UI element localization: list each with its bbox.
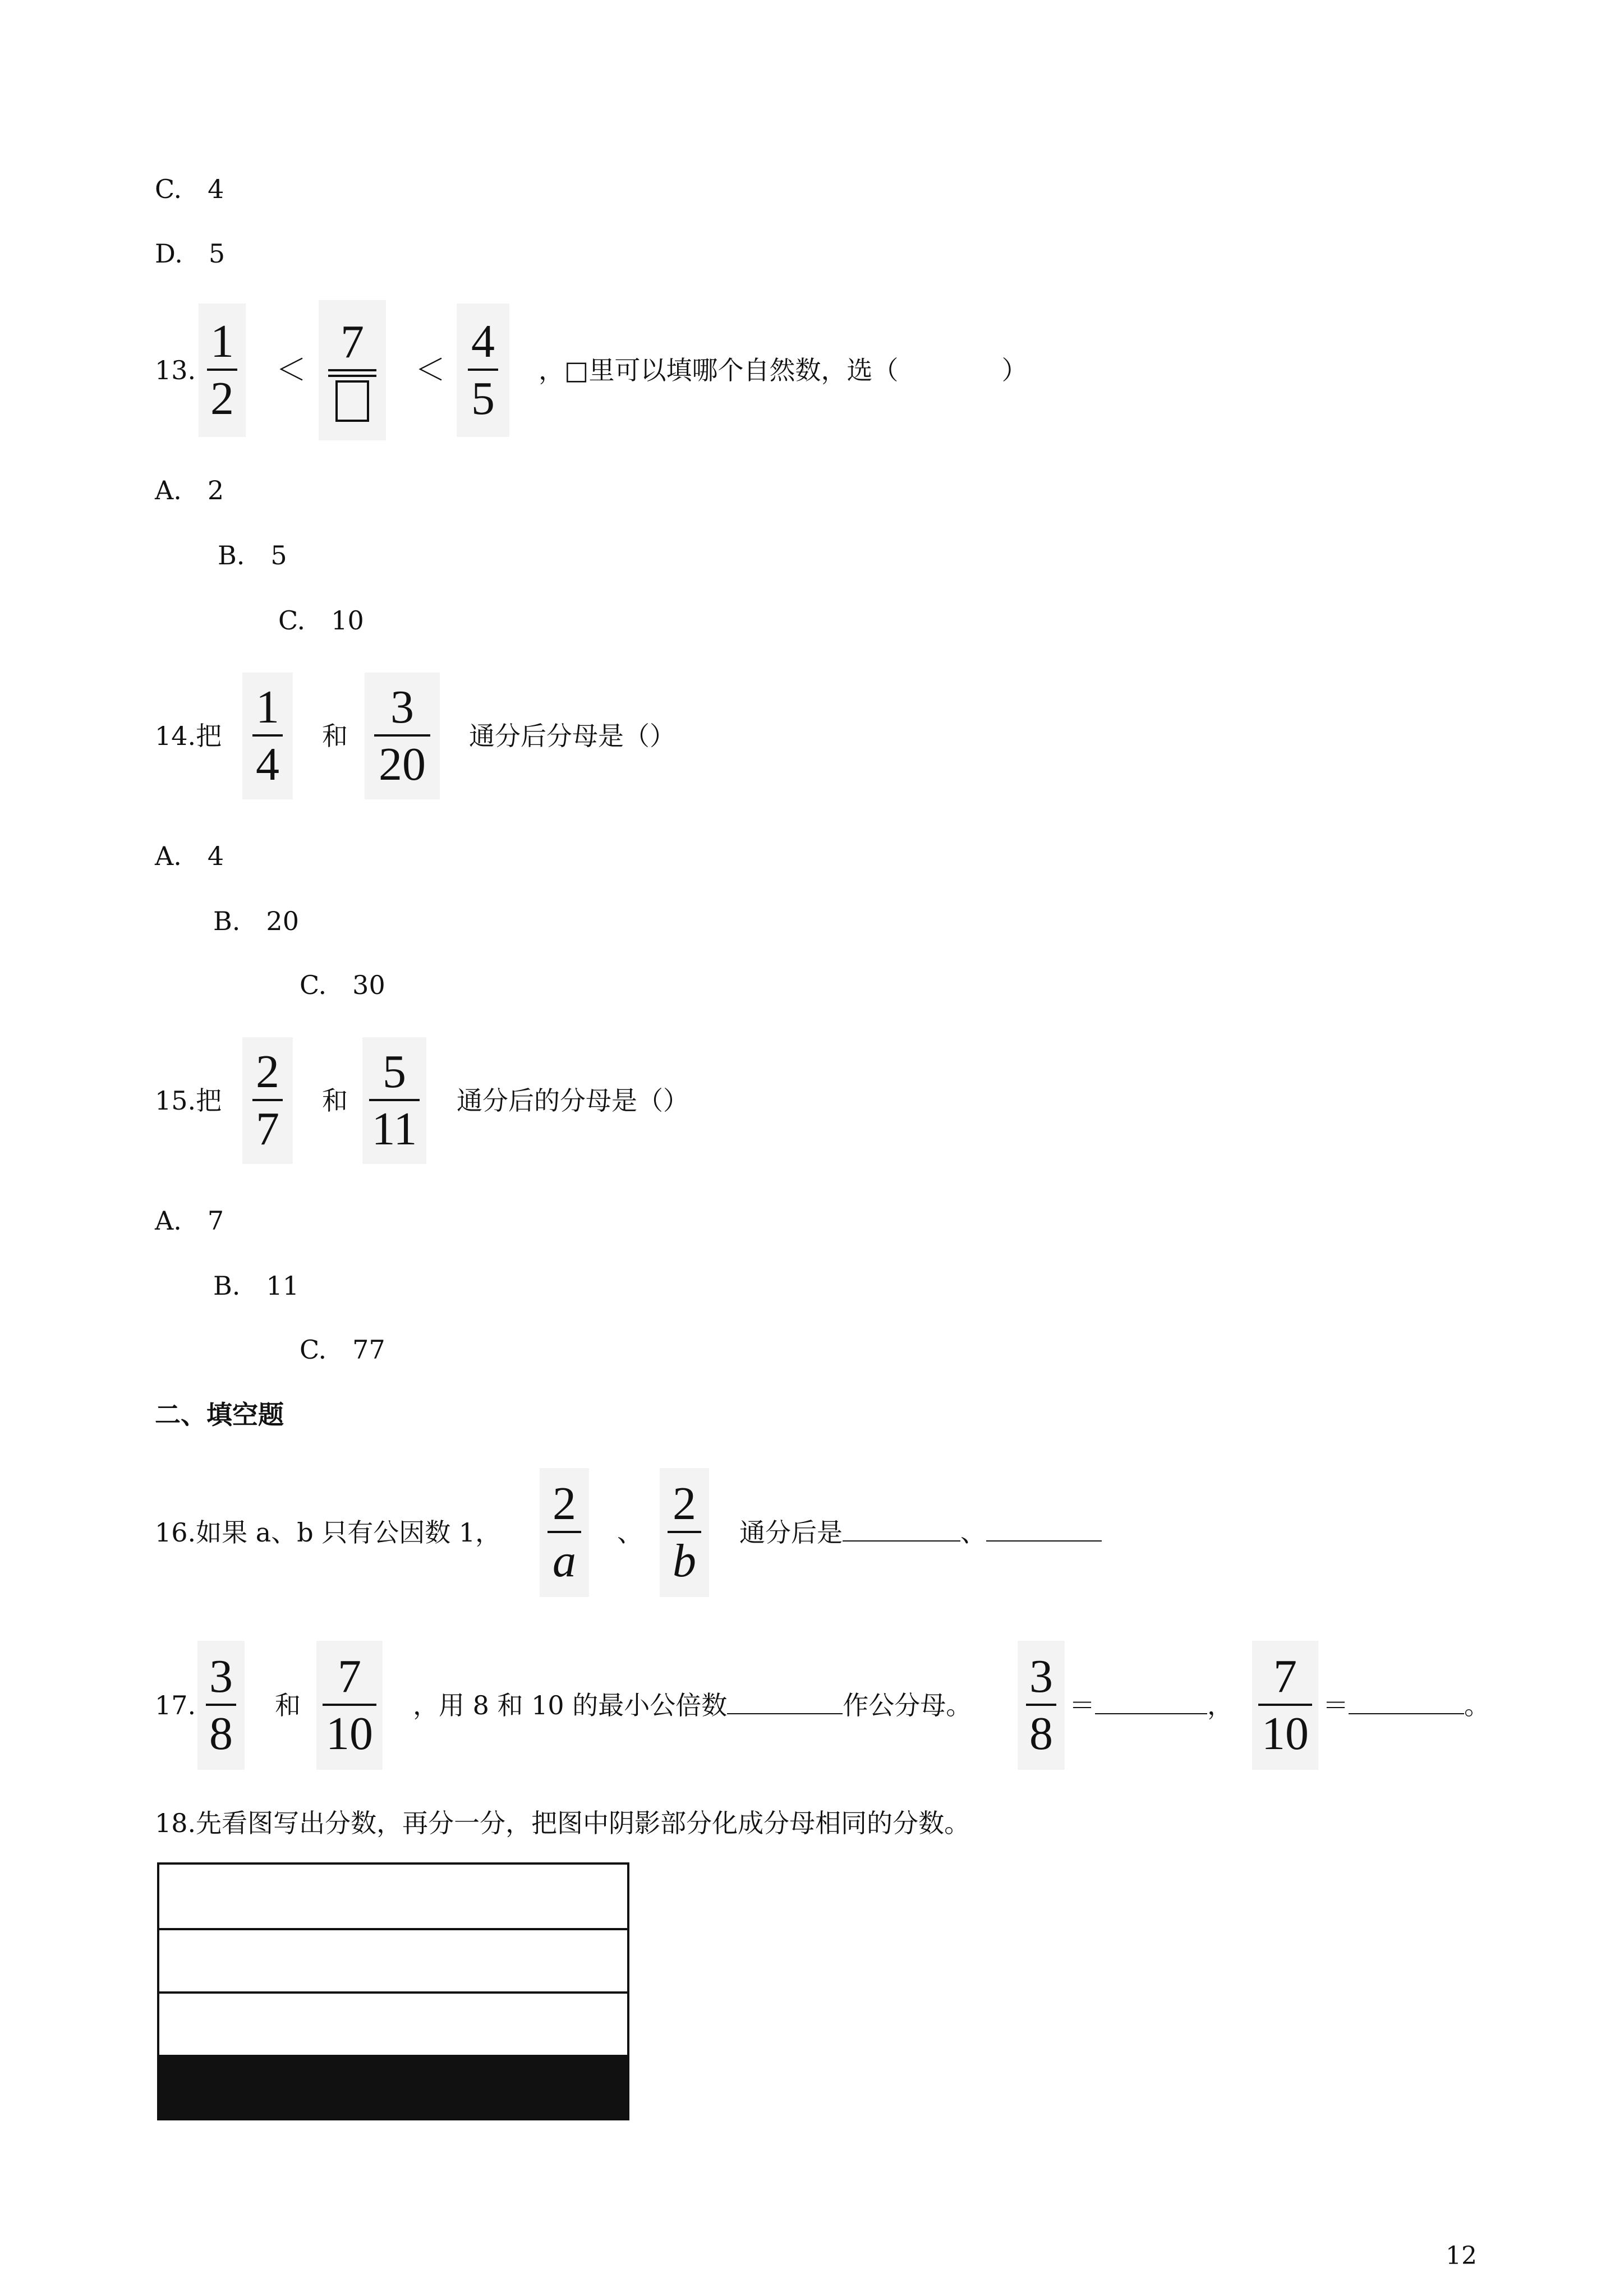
denominator: 7 bbox=[256, 1103, 279, 1155]
fraction bbox=[242, 673, 293, 799]
fraction-bar-second bbox=[328, 375, 376, 377]
denominator: 10 bbox=[326, 1708, 373, 1760]
fraction bbox=[1252, 1641, 1318, 1770]
numerator: 2 bbox=[673, 1478, 696, 1530]
answer-blank[interactable] bbox=[843, 1520, 960, 1542]
fraction bbox=[660, 1468, 709, 1597]
numerator: 7 bbox=[338, 1650, 361, 1703]
question-text-part: 作公分母。 bbox=[843, 1690, 972, 1720]
denominator: b bbox=[673, 1535, 696, 1587]
denominator: 4 bbox=[256, 738, 279, 790]
option-c: C. 77 bbox=[300, 1335, 385, 1365]
fraction bbox=[457, 303, 509, 437]
fraction bbox=[242, 1037, 293, 1164]
strip-part bbox=[159, 1991, 627, 2055]
fraction bbox=[365, 673, 440, 799]
question-text: 18.先看图写出分数，再分一分，把图中阴影部分化成分母相同的分数。 bbox=[155, 1808, 970, 1838]
equals-expression bbox=[1323, 1692, 1490, 1718]
numerator: 3 bbox=[390, 681, 414, 733]
separator: 、 bbox=[960, 1517, 986, 1548]
answer-blank[interactable] bbox=[1095, 1693, 1207, 1714]
equals-expression bbox=[1069, 1692, 1233, 1718]
question-text: 通分后的分母是（） bbox=[457, 1085, 689, 1116]
option-b: B. 5 bbox=[218, 540, 287, 570]
denominator: 10 bbox=[1262, 1708, 1309, 1760]
fraction bbox=[316, 1641, 383, 1770]
question-text bbox=[739, 1517, 1102, 1548]
option-c: C. 10 bbox=[278, 605, 364, 636]
and-word: 和 bbox=[275, 1690, 301, 1720]
less-than-sign: ＜ bbox=[415, 352, 445, 388]
question-text-part: ，用 8 和 10 的最小公倍数 bbox=[413, 1690, 728, 1720]
denominator: 8 bbox=[209, 1708, 233, 1760]
option-b: B. 20 bbox=[213, 906, 299, 936]
separator: 、 bbox=[617, 1517, 643, 1548]
option-a: A. 7 bbox=[155, 1205, 224, 1236]
numerator: 1 bbox=[210, 315, 234, 367]
denominator: 8 bbox=[1029, 1708, 1053, 1760]
fraction bbox=[362, 1037, 426, 1164]
fraction bbox=[1018, 1641, 1065, 1770]
numerator: 5 bbox=[383, 1046, 406, 1098]
question-text: ，□里可以填哪个自然数，选（ ） bbox=[539, 355, 1028, 385]
fraction-bar bbox=[328, 369, 376, 371]
question-text: 16.如果 a、b 只有公因数 1， bbox=[155, 1517, 502, 1548]
question-number: 15.把 bbox=[155, 1085, 222, 1116]
question-text-part: 通分后是 bbox=[739, 1517, 843, 1548]
question-number: 13. bbox=[155, 355, 196, 385]
less-than-sign: ＜ bbox=[276, 352, 306, 388]
answer-blank[interactable] bbox=[1349, 1693, 1464, 1714]
denominator: 2 bbox=[210, 372, 234, 425]
answer-blank[interactable] bbox=[727, 1693, 843, 1714]
numerator: 7 bbox=[1273, 1650, 1297, 1703]
section-title: 二、填空题 bbox=[155, 1400, 284, 1430]
page-number: 12 bbox=[1446, 2242, 1477, 2270]
option-c: C. 4 bbox=[155, 174, 224, 204]
option-a: A. 4 bbox=[155, 841, 224, 871]
and-word: 和 bbox=[322, 1085, 348, 1116]
numerator: 1 bbox=[256, 681, 279, 733]
fraction bbox=[197, 1641, 245, 1770]
question-number: 14.把 bbox=[155, 721, 222, 751]
equals-sign: ＝ bbox=[1069, 1690, 1095, 1720]
option-c: C. 30 bbox=[300, 970, 385, 1000]
full-stop: 。 bbox=[1464, 1690, 1490, 1720]
strip-part bbox=[159, 1928, 627, 1991]
and-word: 和 bbox=[322, 721, 348, 751]
answer-blank[interactable] bbox=[986, 1520, 1102, 1542]
strip-part-shaded bbox=[159, 2055, 627, 2118]
question-text bbox=[413, 1692, 972, 1718]
numerator: 7 bbox=[341, 316, 364, 368]
denominator: 20 bbox=[379, 738, 426, 790]
option-d: D. 5 bbox=[155, 238, 226, 269]
numerator: 3 bbox=[209, 1650, 233, 1703]
empty-square-box bbox=[335, 380, 369, 422]
fraction bbox=[540, 1468, 589, 1597]
fraction-strip-figure bbox=[157, 1862, 629, 2120]
option-a: A. 2 bbox=[155, 475, 224, 505]
fraction-with-box bbox=[319, 300, 386, 440]
numerator: 2 bbox=[553, 1478, 576, 1530]
denominator: a bbox=[553, 1535, 576, 1587]
fraction bbox=[199, 303, 246, 437]
numerator: 4 bbox=[471, 315, 495, 367]
numerator: 2 bbox=[256, 1046, 279, 1098]
strip-part bbox=[159, 1865, 627, 1928]
equals-sign: ＝ bbox=[1323, 1690, 1349, 1720]
question-number: 17. bbox=[155, 1690, 196, 1720]
denominator: 5 bbox=[471, 372, 495, 425]
option-b: B. 11 bbox=[213, 1271, 299, 1301]
comma: ， bbox=[1207, 1690, 1233, 1720]
question-text: 通分后分母是（） bbox=[469, 721, 675, 751]
numerator: 3 bbox=[1029, 1650, 1053, 1703]
denominator: 11 bbox=[371, 1103, 417, 1155]
